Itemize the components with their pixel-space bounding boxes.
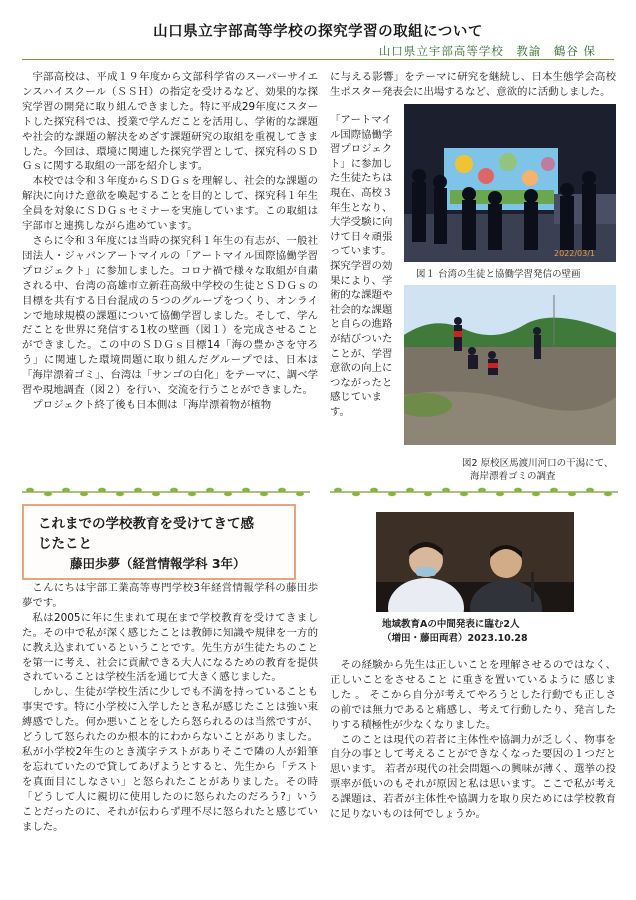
article2-paragraph: こんにちは宇部工業高等専門学校3年経営情報学科の藤田歩夢です。 [22, 582, 318, 609]
article2-heading-box [22, 504, 296, 580]
article2-left-column [22, 581, 318, 834]
figure1-photo [404, 104, 616, 262]
article2-paragraph: このことは現代の若者に主体性や協調力が乏しく、物事を自分の事として考えることができなくなった要因の１つだと 思います。 若者が現代の社会問題への興味が薄く、選挙の投票率が低いのもそれが原因と私は思います。ここで私が考える課題は、若者が主体性や協調力を取り戻ためには学校教育に足りないものは何でしょうか。 [330, 733, 616, 821]
article1-left-column [22, 70, 318, 413]
article2-photo-caption-line1: 地域教育Aの中間発表に臨む2人 [382, 619, 520, 630]
article1-right-intro [330, 70, 616, 100]
article2-title [38, 514, 288, 554]
article1-paragraph: 「アートマイル国際協働学習プロジェクト」に参加した生徒たちは現在、高校３年生となり、大学受験に向けて日々頑張っています。探究学習の効果により、学術的な課題や社会的な課題と自らの進路が結びついたことが、学習意欲の向上につながったと感じています。 [330, 114, 393, 418]
article1-narrow-column [330, 113, 400, 419]
article2-title-line1: これまでの学校教育を受けてきて感 [38, 516, 254, 532]
figure2-caption-line1: 図2 原校区馬渡川河口の干潟にて、 [462, 458, 614, 469]
article1-paragraph: プロジェクト終了後も日本側は「海岸漂着物が植物 [32, 398, 272, 411]
figure1-caption: 図１ 台湾の生徒と協働学習発信の壁画 [416, 269, 581, 280]
vine-divider-right [330, 484, 618, 500]
article2-paragraph: 私は2005に年に生まれて現在まで学校教育を受けてきました。その中で私が深く感じたことは教師に知識や規律を一方的に教え込まれているということです。先生方が生徒たちのことを第一に考え、社会に貢献できる大人になるための教育を提供されていることは学校生活を通じて大きく感じました。 [22, 611, 318, 684]
article1-paragraph: さらに令和３年度には当時の探究科１年生の有志が、一般社団法人・ジャパンアートマイルの「アートマイル国際協働学習プロジェクト」に参加しました。コロナ禍で様々な取組が自粛される中、台湾の高雄市立新荘高級中学校の生徒とＳＤＧｓの目標を共有する日台混成の５つのグループをつくり、オンラインで地球規模の課題について協働学習しました。そして、学んだことを世界に発信する1枚の壁画（図１）を完成させることができました。この中のＳＤＧｓ目標14「海の豊かさを守ろう」に関連した環境問題に取り組んだグループでは、日本は「海岸漂着ゴミ」、台湾は「サンゴの白化」をテーマに、調べ学習や現地調査（図２）を行い、交流を行うことができました。 [22, 234, 318, 397]
article2-title-line2: じたこと [38, 536, 92, 552]
article1-paragraph: 宇部高校は、平成１９年度から文部科学省のスーパーサイエンスハイスクール（ＳＳＨ）の指定を受けるなど、効果的な探究学習の開発に取り組んできました。特に平成29年度にスタートした探究科では、授業で学んだことを活用し、学術的な課題や社会的な課題の解決をめざす課題研究の取組を重視してきました。今回は、環境に関連した探究学習として、探究科のＳＤＧｓに関する取組の一部を紹介します。 [22, 71, 318, 173]
vine-divider-left [22, 484, 310, 500]
figure2-caption-line2: 海岸漂着ゴミの調査 [470, 471, 556, 482]
article2-paragraph: しかし、生徒が学校生活に少しでも不満を持っていることも事実です。特に小学校に入学したとき私が感じたことは強い束縛感でした。何か悪いことをしたら怒られるのは当然ですが、どうして怒られたのか根本的にわからないことがありました。私が小学校2年生のとき漢字テストがありそこで隣の人が鉛筆を忘れていたので貸してあげようとすると、先生から「テストを真面目にしなさい」と怒られたことがありました。その時「どうして人に親切に使用したのに怒られたのだろう?」いう ことだったのに、それが伝わらず理不尽に怒られたと感じていました。 [22, 686, 318, 833]
presentation-scene-image [376, 512, 574, 612]
page-title: 山口県立宇部高等学校の探究学習の取組について [153, 24, 483, 40]
header-divider [22, 59, 614, 60]
header [22, 16, 614, 62]
article2-right-column [330, 658, 616, 822]
tidal-flat-scene-image [404, 285, 616, 445]
figure2-photo [404, 285, 616, 445]
article2-photo-caption-line2: （増田・藤田両君）2023.10.28 [382, 633, 528, 644]
photo-date-stamp: 2022/03/1 [554, 249, 596, 258]
header-author: 山口県立宇部高等学校 教諭 鶴谷 保 [378, 44, 596, 58]
article2-photo [376, 512, 574, 612]
article2-author: 藤田歩夢（経営情報学科 3年） [70, 556, 246, 571]
mural-scene-image [404, 104, 616, 262]
article1-paragraph: に与える影響」をテーマに研究を継続し、日本生態学会高校生ポスター発表会に出場するなど、意欲的に活動しました。 [330, 71, 616, 98]
article2-paragraph: その経験から先生は正しいことを理解させるのではなく、正しいことをさせること に重きを置いているように 感じました 。 そこから自分が考えてやろうとした行動でも正しさの前では無力であると痛感し、考えて行動したり、発言したりする積極性が少なくなりました。 [330, 659, 616, 731]
article1-paragraph: 本校では令和３年度からＳＤＧｓを理解し、社会的な課題の解決に向けた意欲を喚起することを目的として、探究科１年生全員を対象にＳＤＧｓセミナーを実施しています。この取組は宇部市と連携しながら進めています。 [22, 175, 318, 233]
